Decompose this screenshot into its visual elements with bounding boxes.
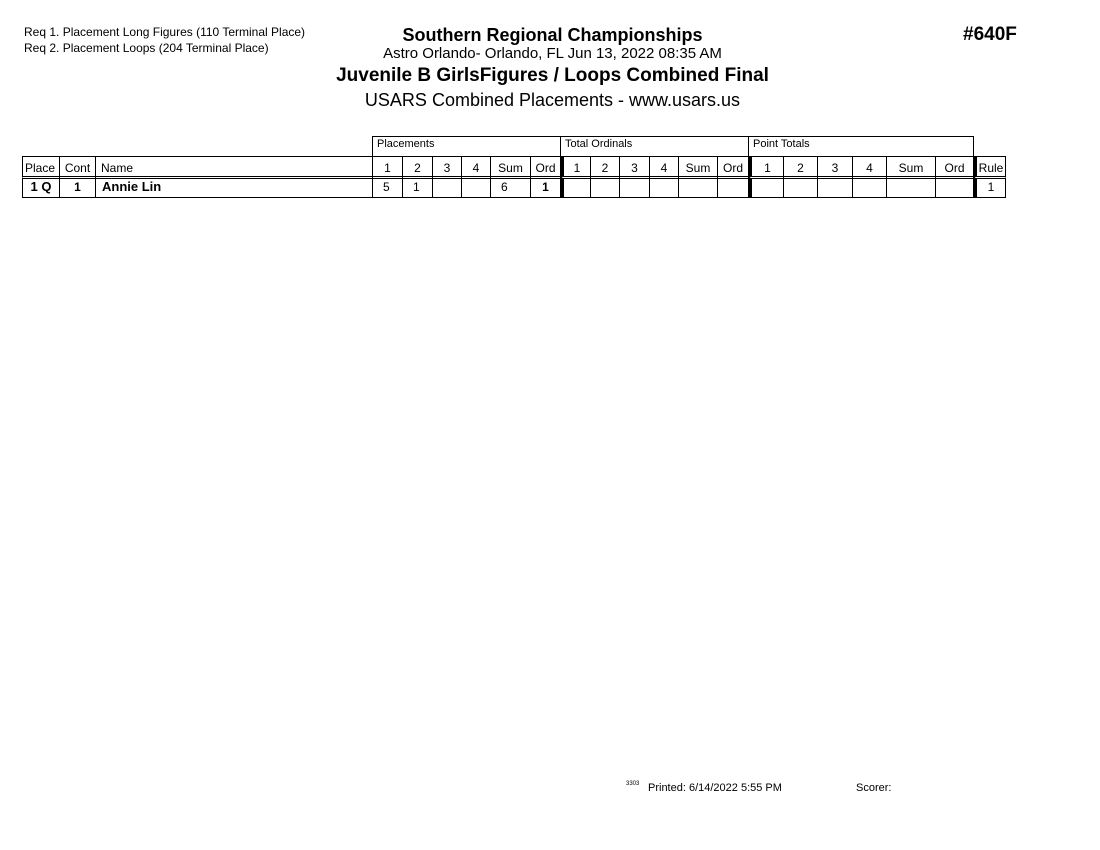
column-header: 2 bbox=[402, 156, 433, 179]
column-header: 1 bbox=[560, 156, 591, 179]
column-group-header: Total Ordinals bbox=[560, 136, 749, 157]
result-cell bbox=[817, 178, 853, 198]
column-header: Place bbox=[22, 156, 60, 179]
result-cell: 1 bbox=[973, 178, 1006, 198]
result-cell bbox=[783, 178, 818, 198]
result-cell bbox=[852, 178, 887, 198]
column-header: 4 bbox=[649, 156, 679, 179]
footer-code: 3303 bbox=[626, 781, 640, 787]
column-header: Sum bbox=[886, 156, 936, 179]
column-header: Rule bbox=[973, 156, 1006, 179]
column-header: 3 bbox=[619, 156, 650, 179]
column-header: 2 bbox=[783, 156, 818, 179]
result-cell: 1 bbox=[402, 178, 433, 198]
result-cell bbox=[886, 178, 936, 198]
venue-date: Astro Orlando- Orlando, FL Jun 13, 2022 08:35 AM bbox=[383, 45, 722, 62]
column-header: 2 bbox=[590, 156, 620, 179]
result-cell: 1 bbox=[59, 178, 96, 198]
column-header: 4 bbox=[852, 156, 887, 179]
column-header: Ord bbox=[717, 156, 749, 179]
competition-title: Southern Regional Championships bbox=[402, 25, 703, 45]
column-header: 1 bbox=[748, 156, 784, 179]
result-cell bbox=[935, 178, 974, 198]
result-cell bbox=[717, 178, 749, 198]
result-cell bbox=[678, 178, 718, 198]
result-cell: 5 bbox=[372, 178, 403, 198]
column-header: Cont bbox=[59, 156, 96, 179]
column-header: 3 bbox=[432, 156, 462, 179]
result-cell bbox=[590, 178, 620, 198]
result-cell bbox=[432, 178, 462, 198]
result-cell: 6 bbox=[490, 178, 531, 198]
event-title: Juvenile B GirlsFigures / Loops Combined Final bbox=[336, 65, 769, 86]
requirement-2: Req 2. Placement Loops (204 Terminal Place) bbox=[24, 41, 269, 55]
column-header: 4 bbox=[461, 156, 491, 179]
column-header: Sum bbox=[490, 156, 531, 179]
column-group-header: Placements bbox=[372, 136, 561, 157]
column-header: Sum bbox=[678, 156, 718, 179]
result-cell: 1 bbox=[530, 178, 561, 198]
column-header: 1 bbox=[372, 156, 403, 179]
result-cell bbox=[461, 178, 491, 198]
competitor-name: Annie Lin bbox=[95, 178, 373, 198]
result-cell bbox=[649, 178, 679, 198]
requirement-1: Req 1. Placement Long Figures (110 Terminal Place) bbox=[24, 25, 306, 39]
result-cell: 1 Q bbox=[22, 178, 60, 198]
printed-timestamp: Printed: 6/14/2022 5:55 PM bbox=[648, 782, 782, 794]
report-subtitle: USARS Combined Placements - www.usars.us bbox=[364, 90, 741, 110]
column-header: Ord bbox=[935, 156, 974, 179]
column-header: Name bbox=[95, 156, 373, 179]
column-header: Ord bbox=[530, 156, 561, 179]
column-header: 3 bbox=[817, 156, 853, 179]
event-number: #640F bbox=[963, 24, 1017, 45]
result-cell bbox=[748, 178, 784, 198]
result-cell bbox=[560, 178, 591, 198]
column-group-header: Point Totals bbox=[748, 136, 974, 157]
scorer-label: Scorer: bbox=[856, 782, 892, 794]
result-cell bbox=[619, 178, 650, 198]
